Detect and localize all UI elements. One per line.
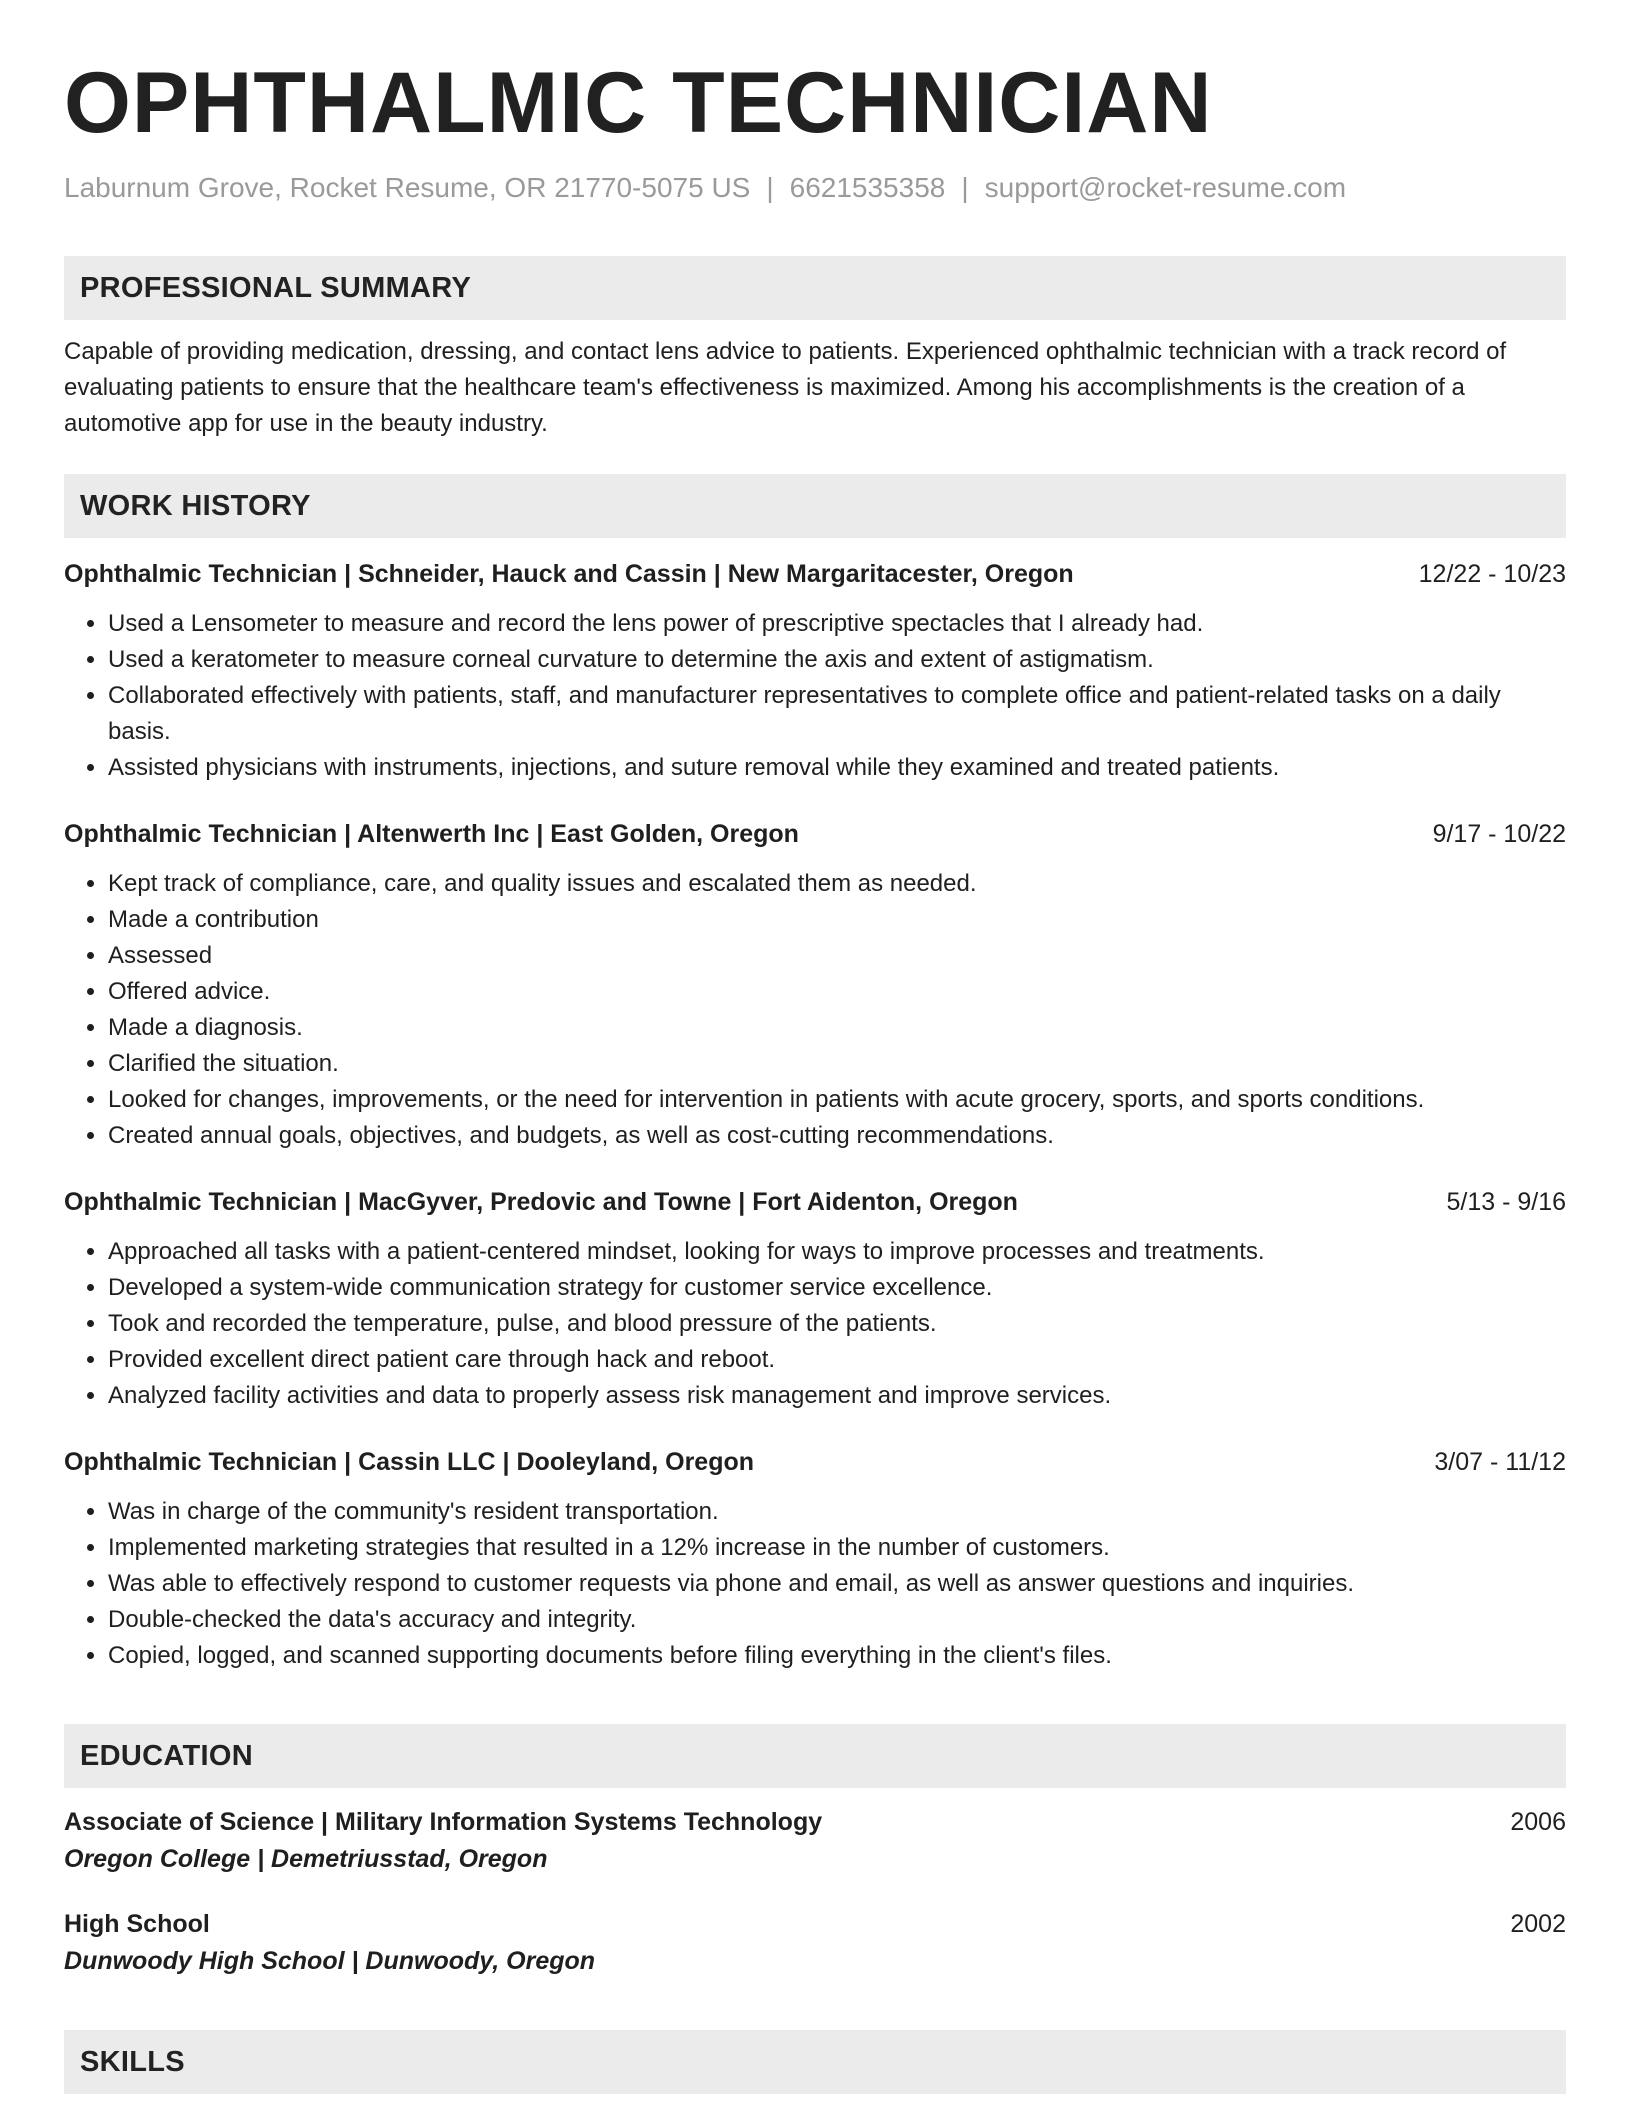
job-bullet: • Double-checked the data's accuracy and integrity.: [108, 1602, 1566, 1638]
job-title: Ophthalmic Technician | Schneider, Hauck and Cassin | New Margaritacester, Oregon: [64, 560, 1074, 588]
job-entry: [64, 556, 1566, 786]
job-bullet: • Looked for changes, improvements, or the need for intervention in patients with acute grocery, sports, and sports conditions.: [108, 1082, 1566, 1118]
job-bullet: • Kept track of compliance, care, and quality issues and escalated them as needed.: [108, 866, 1566, 902]
summary-text: Capable of providing medication, dressing, and contact lens advice to patients. Experienced ophthalmic technician with a track record of evaluating patients to ensure that the healthcare team's effectiveness is maximized. Among his accomplishments is the creation of a automotive app for use in the beauty industry.: [64, 338, 1507, 437]
job-bullet: • Provided excellent direct patient care through hack and reboot.: [108, 1342, 1566, 1378]
job-bullet: • Analyzed facility activities and data to properly assess risk management and improve services.: [108, 1378, 1566, 1414]
section-header: [64, 2030, 1566, 2094]
skills-heading: SKILLS: [80, 2045, 185, 2078]
job-bullet: • Implemented marketing strategies that resulted in a 12% increase in the number of customers.: [108, 1530, 1566, 1566]
job-bullet: • Created annual goals, objectives, and budgets, as well as cost-cutting recommendations.: [108, 1118, 1566, 1154]
job-bullet: • Developed a system-wide communication strategy for customer service excellence.: [108, 1270, 1566, 1306]
education-heading: EDUCATION: [80, 1739, 253, 1772]
resume-page: [64, 52, 1566, 2094]
job-bullets: [64, 1234, 1566, 1414]
education-degree: High School: [64, 1910, 210, 1938]
job-bullet: • Offered advice.: [108, 974, 1566, 1010]
job-header: [64, 816, 1566, 852]
job-bullets: [64, 866, 1566, 1154]
job-header: [64, 556, 1566, 592]
education-year: 2006: [1510, 1808, 1566, 1836]
job-bullet: • Made a diagnosis.: [108, 1010, 1566, 1046]
section-header: [64, 474, 1566, 538]
job-bullet: • Used a Lensometer to measure and record the lens power of prescriptive spectacles that I already had.: [108, 606, 1566, 642]
job-bullets: [64, 606, 1566, 786]
contact-separator: |: [766, 172, 774, 203]
job-bullet: • Assisted physicians with instruments, injections, and suture removal while they examined and treated patients.: [108, 750, 1566, 786]
job-entry: [64, 1444, 1566, 1674]
work-heading: WORK HISTORY: [80, 489, 311, 522]
job-title: Ophthalmic Technician | MacGyver, Predovic and Towne | Fort Aidenton, Oregon: [64, 1188, 1018, 1216]
job-title: Ophthalmic Technician | Altenwerth Inc | East Golden, Oregon: [64, 820, 799, 848]
education-school: Oregon College | Demetriusstad, Oregon: [64, 1845, 548, 1873]
job-bullet: • Assessed: [108, 938, 1566, 974]
job-header: [64, 1444, 1566, 1480]
job-list: [64, 556, 1566, 1674]
education-section: [64, 1724, 1566, 1980]
education-degree: Associate of Science | Military Information Systems Technology: [64, 1808, 823, 1836]
candidate-name: OPHTHALMIC TECHNICIAN: [64, 55, 1213, 151]
job-dates: 3/07 - 11/12: [1434, 1448, 1566, 1476]
job-header: [64, 1184, 1566, 1220]
education-header: [64, 1804, 1566, 1840]
job-entry: [64, 816, 1566, 1154]
job-title: Ophthalmic Technician | Cassin LLC | Dooleyland, Oregon: [64, 1448, 755, 1476]
job-bullet: • Copied, logged, and scanned supporting documents before filing everything in the client's files.: [108, 1638, 1566, 1674]
skills-section: [64, 2030, 1566, 2094]
job-bullet: • Was in charge of the community's resident transportation.: [108, 1494, 1566, 1530]
job-bullet: • Collaborated effectively with patients, staff, and manufacturer representatives to complete office and patient-related tasks on a daily basis.: [108, 678, 1566, 750]
job-bullet: • Used a keratometer to measure corneal curvature to determine the axis and extent of astigmatism.: [108, 642, 1566, 678]
job-dates: 5/13 - 9/16: [1446, 1188, 1566, 1216]
job-bullet: • Approached all tasks with a patient-centered mindset, looking for ways to improve processes and treatments.: [108, 1234, 1566, 1270]
education-entry: [64, 1906, 1566, 1980]
job-dates: 9/17 - 10/22: [1432, 820, 1566, 848]
education-list: [64, 1804, 1566, 1980]
education-entry: [64, 1804, 1566, 1878]
contact-email: support@rocket-resume.com: [984, 172, 1347, 203]
education-school: Dunwoody High School | Dunwoody, Oregon: [64, 1947, 596, 1975]
summary-section: [64, 256, 1566, 442]
job-bullet: • Took and recorded the temperature, pulse, and blood pressure of the patients.: [108, 1306, 1566, 1342]
job-dates: 12/22 - 10/23: [1418, 560, 1566, 588]
job-bullet: • Was able to effectively respond to customer requests via phone and email, as well as answer questions and inquiries.: [108, 1566, 1566, 1602]
section-header: [64, 256, 1566, 320]
education-header: [64, 1906, 1566, 1942]
summary-heading: PROFESSIONAL SUMMARY: [80, 271, 472, 304]
section-header: [64, 1724, 1566, 1788]
contact-address: Laburnum Grove, Rocket Resume, OR 21770-5075 US: [64, 172, 751, 203]
job-bullet: • Made a contribution: [108, 902, 1566, 938]
contact-separator: |: [961, 172, 969, 203]
contact-phone: 6621535358: [789, 172, 946, 203]
job-bullets: [64, 1494, 1566, 1674]
education-year: 2002: [1510, 1910, 1566, 1938]
contact-line: [64, 170, 1566, 206]
work-history-section: [64, 474, 1566, 1674]
job-bullet: • Clarified the situation.: [108, 1046, 1566, 1082]
job-entry: [64, 1184, 1566, 1414]
